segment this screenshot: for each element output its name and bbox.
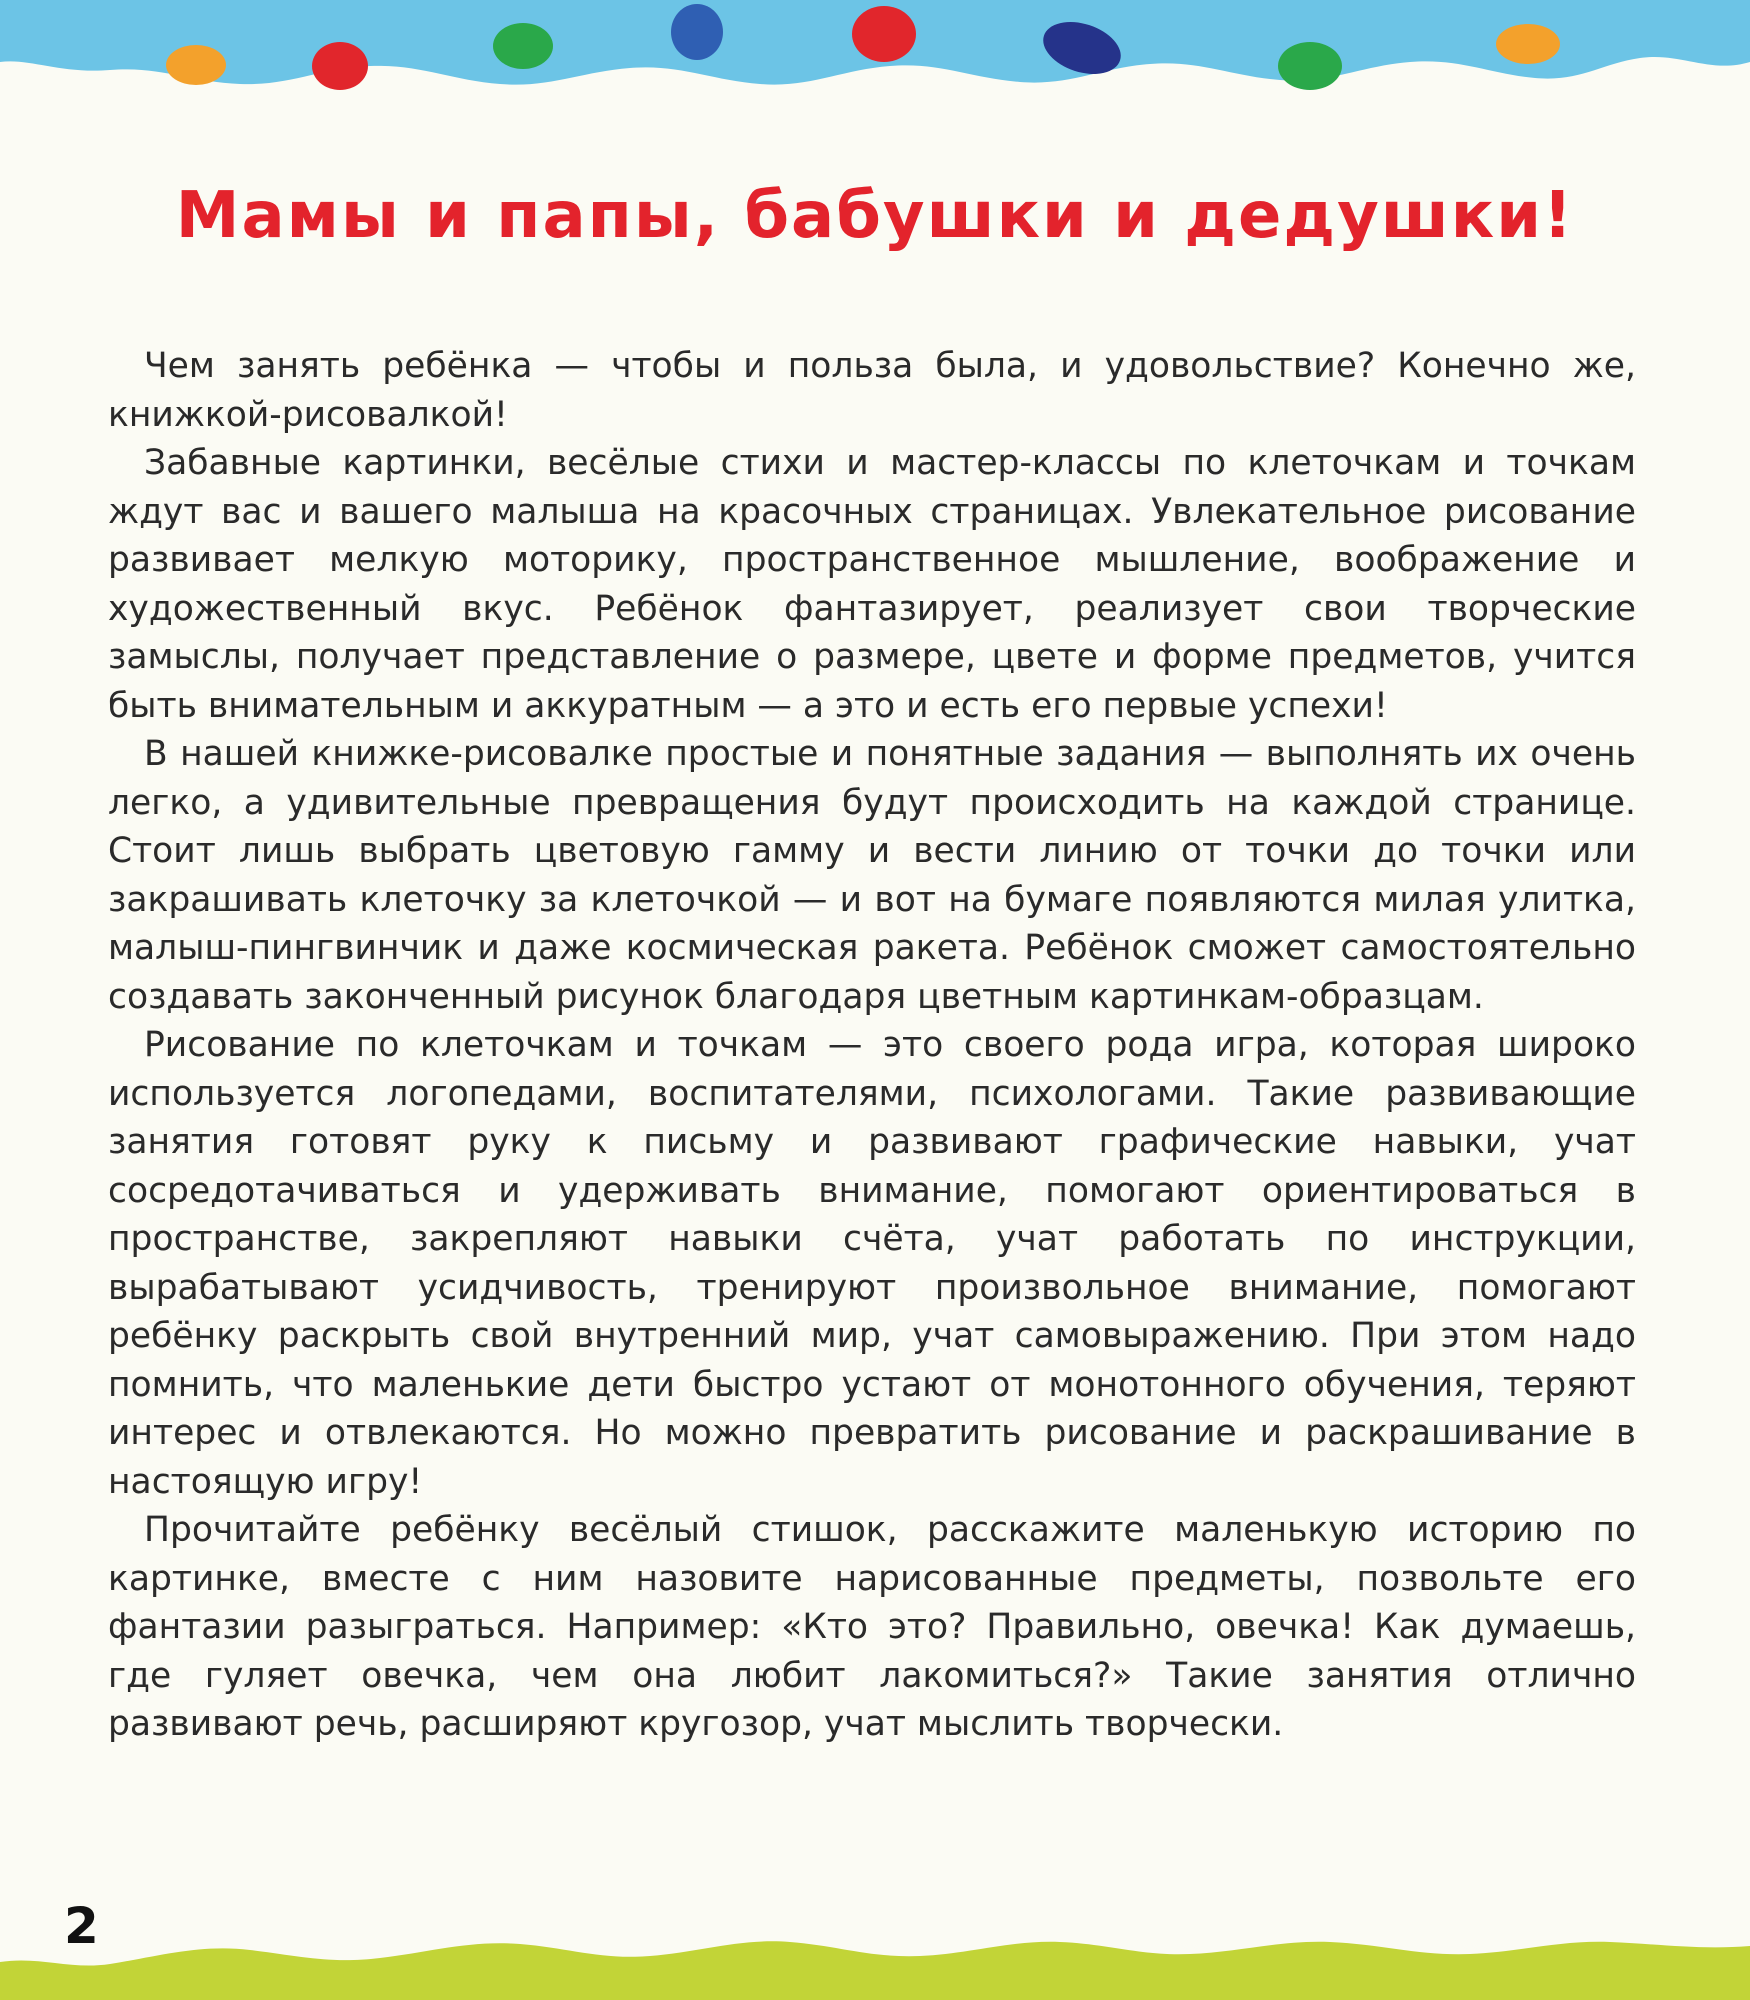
paragraph: Прочитайте ребёнку весёлый стишок, расскажите маленькую историю по картинке, вместе с ним назовите нарисованные предметы, позвольте его фантазии разыграться. Например: «Кто это? Правильно, овечка! Как думаешь, где гуляет овечка, чем она любит лакомиться?» Такие занятия отлично развивают речь, расширяют кругозор, учат мыслить творчески. [108, 1510, 1636, 1744]
paragraph: Забавные картинки, весёлые стихи и мастер-классы по клеточкам и точкам ждут вас и вашего малыша на красочных страницах. Увлекательное рисование развивает мелкую моторику, пространственное мышление, воображение и художественный вкус. Ребёнок фантазирует, реализует свои творческие замыслы, получает представление о размере, цвете и форме предметов, учится быть внимательным и аккуратным — а это и есть его первые успехи! [108, 443, 1636, 726]
sky-wave-decoration [0, 0, 1750, 110]
orange-paint-dot [166, 45, 226, 85]
page-number: 2 [64, 1897, 99, 1955]
green-paint-dot [1278, 42, 1342, 90]
grass-wave [0, 1941, 1750, 2000]
paragraph: Чем занять ребёнка — чтобы и польза была, и удовольствие? Конечно же, книжкой-рисовалкой! [108, 346, 1636, 435]
body-text [108, 342, 1636, 1749]
orange-paint-dot [1496, 24, 1560, 64]
paragraph: Рисование по клеточкам и точкам — это своего рода игра, которая широко используется логопедами, воспитателями, психологами. Такие развивающие занятия готовят руку к письму и развивают графические навыки, учат сосредотачиваться и удерживать внимание, помогают ориентироваться в пространстве, закрепляют навыки счёта, учат работать по инструкции, вырабатывают усидчивость, тренируют произвольное внимание, помогают ребёнку раскрыть свой внутренний мир, учат самовыражению. При этом надо помнить, что маленькие дети быстро устают от монотонного обучения, теряют интерес и отвлекаются. Но можно превратить рисование и раскрашивание в настоящую игру! [108, 1025, 1636, 1502]
red-paint-dot [852, 6, 916, 62]
blue-paint-dot [671, 4, 723, 60]
grass-wave-decoration [0, 1860, 1750, 2000]
green-paint-dot [493, 23, 553, 69]
red-paint-dot [312, 42, 368, 90]
page-title: Мамы и папы, бабушки и дедушки! [175, 179, 1575, 253]
paragraph: В нашей книжке-рисовалке простые и понятные задания — выполнять их очень легко, а удивительные превращения будут происходить на каждой странице. Стоит лишь выбрать цветовую гамму и вести линию от точки до точки или закрашивать клеточку за клеточкой — и вот на бумаге появляются милая улитка, малыш-пингвинчик и даже космическая ракета. Ребёнок сможет самостоятельно создавать законченный рисунок благодаря цветным картинкам-образцам. [108, 734, 1636, 1017]
